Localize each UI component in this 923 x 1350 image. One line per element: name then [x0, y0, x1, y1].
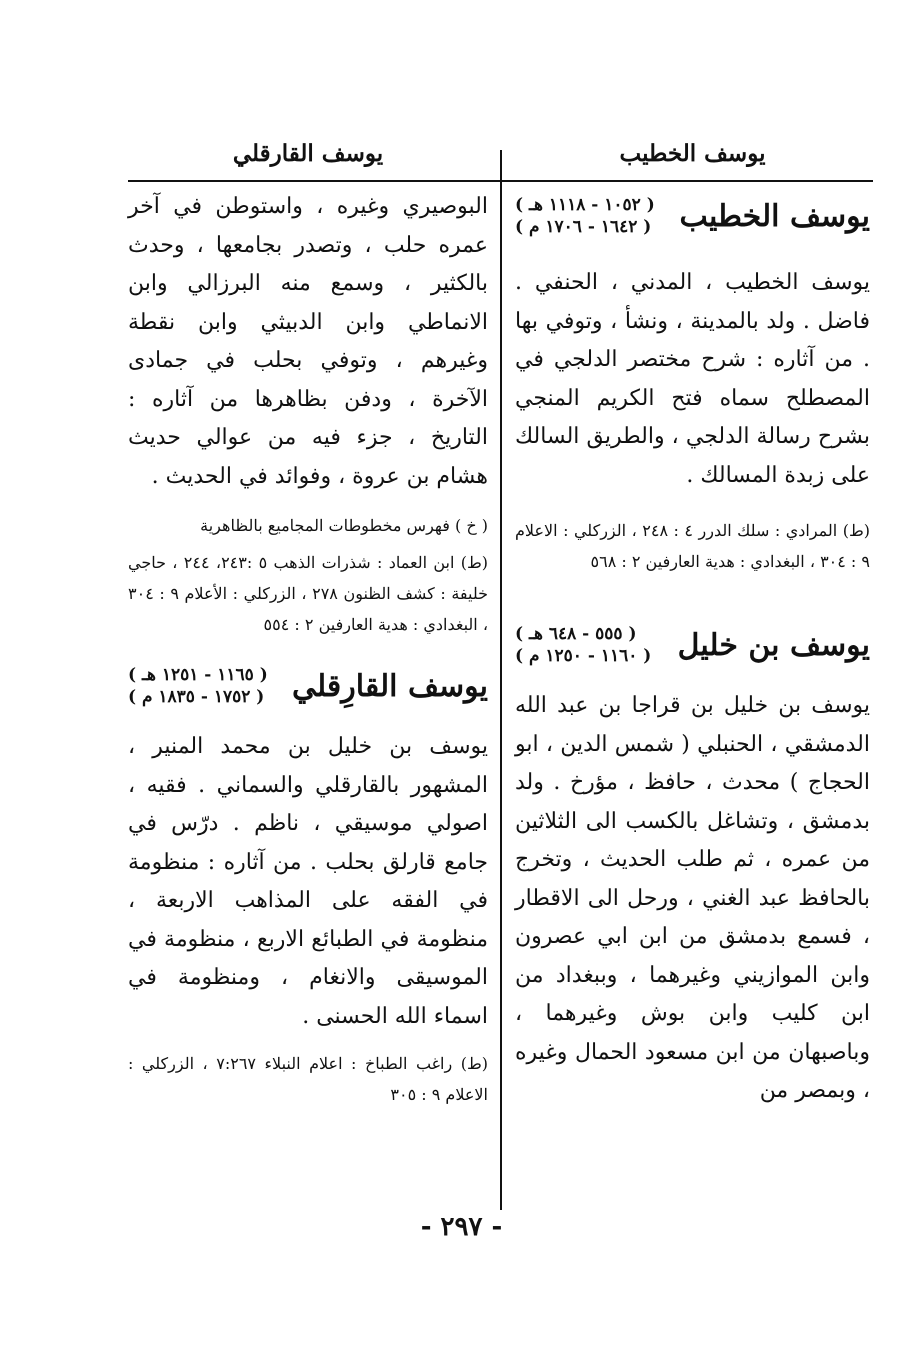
entry-heading [515, 617, 870, 673]
manuscript-reference: ( خ ) فهرس مخطوطات المجاميع بالظاهرية [200, 516, 488, 535]
column-divider [500, 150, 502, 1210]
running-head-left: يوسف القارقلي [232, 140, 384, 167]
entry-name: يوسف القارِقلي [291, 668, 488, 704]
page-number: - ٢٩٧ - [420, 1212, 503, 1242]
running-head-right: يوسف الخطيب [619, 140, 766, 167]
entry-references: (ط) راغب الطباخ : اعلام النبلاء ٧:٢٦٧ ، الزركلي : الاعلام ٩ : ٣٠٥ [128, 1054, 489, 1104]
entry-body: يوسف بن خليل بن قراجا بن عبد الله الدمشقي ، الحنبلي ( شمس الدين ، ابو الحجاج ) محدث ، حافظ ، مؤرخ . ولد بدمشق ، وتشاغل بالكسب الى الثلاثين من عمره ، ثم طلب الحديث ، وتخرج بالحافظ عبد الغني ، ورحل الى الاقطار ، فسمع بدمشق من ابن ابي عصرون وابن الموازيني وغيرهما ، وببغداد من ابن كليب وابن بوش وغيرهما ، وباصبهان من ابن مسعود الحمال وغيره ، وبمصر من [515, 693, 870, 1103]
left-column [128, 188, 488, 1110]
entry-dates [515, 194, 655, 238]
dates-hijri: ( ٥٥٥ - ٦٤٨ هـ ) [515, 624, 637, 644]
entry-dates [515, 623, 651, 667]
dates-gregorian: ( ١٧٥٢ - ١٨٣٥ م ) [128, 687, 265, 707]
entry-references: (ط) المرادي : سلك الدرر ٤ : ٢٤٨ ، الزركلي : الاعلام ٩ : ٣٠٤ ، البغدادي : هدية العارفين ٢ : ٥٦٨ [515, 521, 871, 571]
entry-dates [128, 664, 268, 708]
entry-heading [128, 658, 488, 714]
dates-hijri: ( ١٠٥٢ - ١١١٨ هـ ) [515, 195, 655, 215]
entry-name: يوسف الخطيب [679, 198, 870, 234]
continued-body: البوصيري وغيره ، واستوطن في آخر عمره حلب ، وتصدر بجامعها ، وحدث بالكثير ، وسمع منه البرزالي وابن الانماطي وابن الدبيثي وابن نقطة وغيرهم ، وتوفي بحلب في جمادى الآخرة ، ودفن بظاهرها من آثاره : التاريخ ، جزء فيه من عوالي حديث هشام بن عروة ، وفوائد في الحديث . [128, 194, 488, 489]
dates-gregorian: ( ١١٦٠ - ١٢٥٠ م ) [515, 646, 652, 666]
entry-body: يوسف بن خليل بن محمد المنير ، المشهور بالقارقلي والسماني . فقيه ، اصولي موسيقي ، ناظم . درّس في جامع قارلق بحلب . من آثاره : منظومة في الفقه على المذاهب الاربعة ، منظومة في الطبائع الاربع ، منظومة في الموسيقى والانغام ، ومنظومة في اسماء الله الحسنى . [128, 734, 488, 1029]
entry-references: (ط) ابن العماد : شذرات الذهب ٥ :٢٤٣، ٢٤٤ ، حاجي خليفة : كشف الظنون ٢٧٨ ، الزركلي : الأعلام ٩ : ٣٠٤ ، البغدادي : هدية العارفين ٢ : ٥٥٤ [128, 553, 489, 634]
entry-body: يوسف الخطيب ، المدني ، الحنفي . فاضل . ولد بالمدينة ، ونشأ ، وتوفي بها . من آثاره : شرح مختصر الدلجي في المصطلح سماه فتح الكريم المنجي بشرح رسالة الدلجي ، والطريق السالك على زبدة المسالك . [515, 270, 870, 488]
dates-hijri: ( ١١٦٥ - ١٢٥١ هـ ) [128, 665, 268, 685]
dates-gregorian: ( ١٦٤٢ - ١٧٠٦ م ) [515, 217, 652, 237]
right-column [515, 188, 870, 1111]
entry-name: يوسف بن خليل [677, 627, 870, 663]
entry-heading [515, 188, 870, 244]
